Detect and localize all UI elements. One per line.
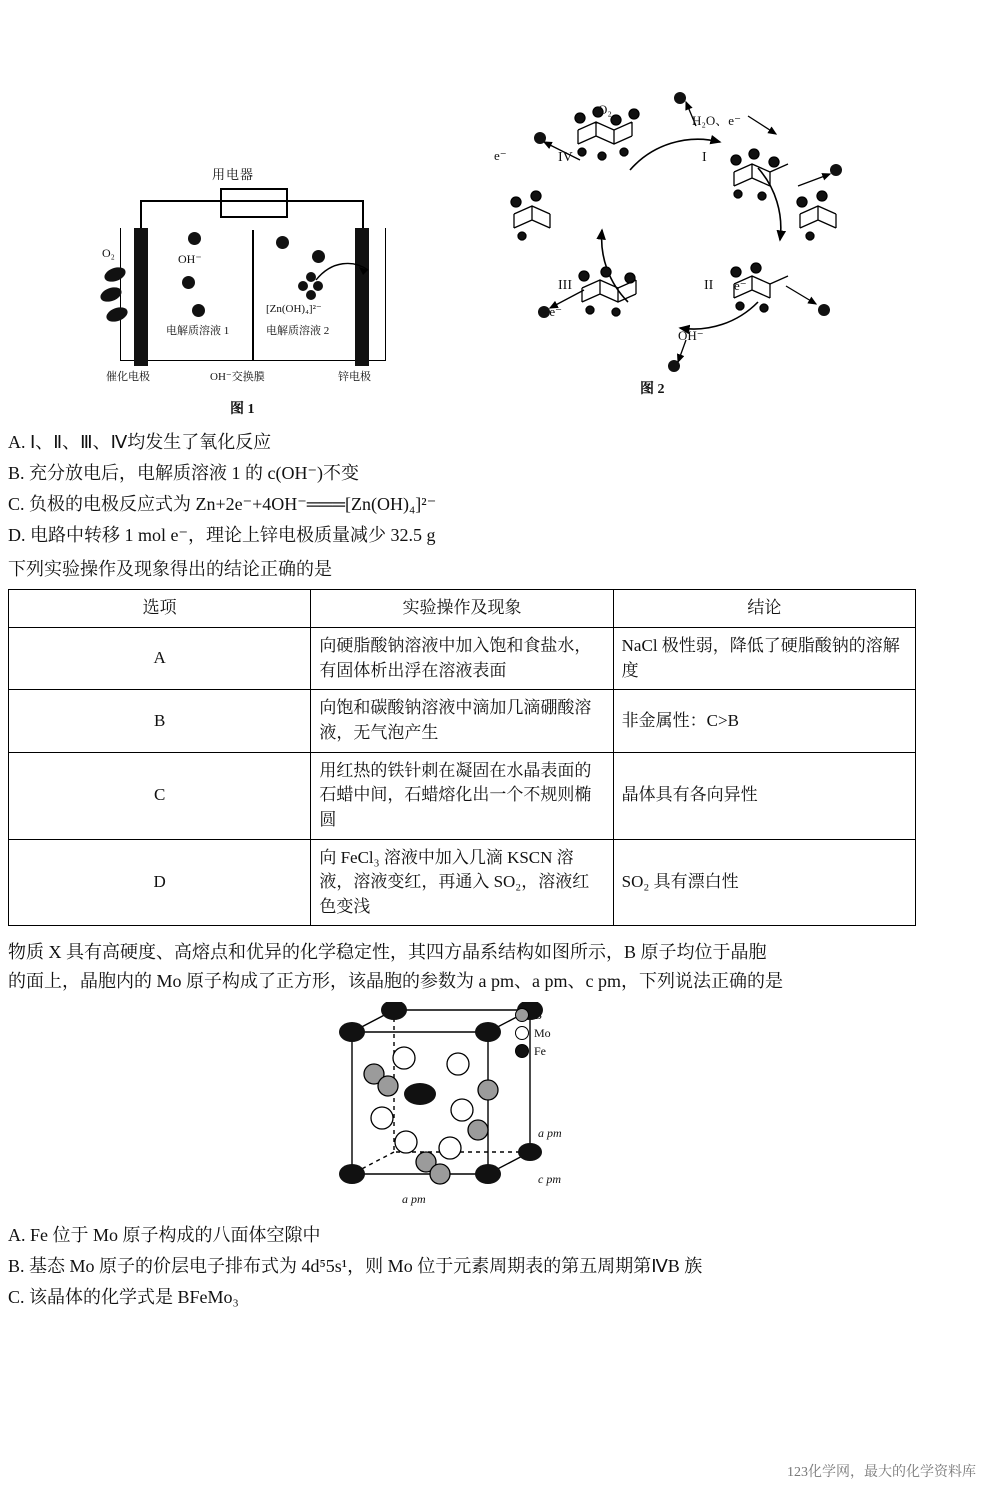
row-c-code: C [9, 752, 311, 839]
header-conclusion: 结论 [613, 590, 915, 628]
row-b-conclusion: 非金属性：C>B [613, 690, 915, 752]
legend-item-b [515, 1006, 551, 1024]
unit-cell-diagram [330, 1002, 630, 1212]
catalytic-electrode-bar [134, 228, 148, 366]
row-b-operation: 向饱和碳酸钠溶液中滴加几滴硼酸溶液，无气泡产生 [311, 690, 613, 752]
question-3-stem-line-2: 的面上，晶胞内的 Mo 原子构成了正方形，该晶胞的参数为 a pm、a pm、c pm，下列说法正确的是 [8, 971, 783, 992]
row-a-operation: 向硬脂酸钠溶液中加入饱和食盐水，有固体析出浮在溶液表面 [311, 628, 613, 690]
mo-atom-swatch-icon [515, 1026, 529, 1040]
oh-label-fig2: OH⁻ [678, 328, 704, 343]
axis-label-a-right: a pm [538, 1126, 562, 1141]
legend-label-fe: Fe [534, 1044, 546, 1059]
oh-dot-2 [182, 276, 195, 289]
table-row [9, 752, 916, 839]
electrolyte-1-label: 电解质溶液 1 [166, 325, 230, 337]
legend-item-fe [515, 1042, 551, 1060]
figure-2-caption: 图 2 [640, 382, 665, 397]
crystal-legend [515, 1006, 551, 1060]
ion-dot-4 [276, 236, 289, 249]
circuit-wire-left [140, 200, 142, 230]
header-option: 选项 [9, 590, 311, 628]
figure-1-caption: 图 1 [230, 402, 255, 417]
unit-cell-svg [330, 1002, 630, 1212]
legend-label-mo: Mo [534, 1026, 551, 1041]
complex-label: [Zn(OH)₄]²⁻ [266, 303, 322, 315]
capacitor-box [220, 188, 288, 218]
electron-label-right: e⁻ [734, 278, 747, 293]
catalytic-electrode-label: 催化电极 [106, 371, 150, 383]
h2o-e-label: H₂O、e⁻ [692, 113, 741, 128]
document-page [0, 90, 992, 1493]
question-3-options [0, 1221, 992, 1312]
question-2-stem: 下列实验操作及现象得出的结论正确的是 [8, 558, 332, 579]
o2-label-fig2: O₂ [598, 102, 612, 117]
q1-option-a: A. Ⅰ、Ⅱ、Ⅲ、Ⅳ均发生了氧化反应 [8, 432, 272, 452]
row-a-conclusion: NaCl 极性弱，降低了硬脂酸钠的溶解度 [613, 628, 915, 690]
row-d-code: D [9, 839, 311, 926]
q1-option-d: D. 电路中转移 1 mol e⁻，理论上锌电极质量减少 32.5 g [8, 525, 436, 546]
o2-label: O₂ [102, 246, 115, 260]
q3-option-a: A. Fe 位于 Mo 原子构成的八面体空隙中 [8, 1225, 321, 1246]
question-3-stem-line-1: 物质 X 具有高硬度、高熔点和优异的化学稳定性，其四方晶系结构如图所示，B 原子均位于晶胞 [8, 942, 767, 963]
q1-option-c: C. 负极的电极反应式为 Zn+2e⁻+4OH⁻═══[Zn(OH)₄]²⁻ [8, 494, 437, 515]
oh-label: OH⁻ [178, 252, 202, 266]
axis-label-a-bottom: a pm [402, 1192, 426, 1207]
question-1-options [0, 428, 992, 551]
legend-label-b: B [534, 1008, 543, 1023]
table-header-row [9, 590, 916, 628]
circuit-wire-top [140, 200, 364, 202]
row-a-code: A [9, 628, 311, 690]
b-atom-swatch-icon [515, 1008, 529, 1022]
water-electron-label: +e⁻ [542, 304, 562, 319]
capacitor-label: 用电器 [212, 167, 255, 182]
figures-region [0, 90, 992, 420]
axis-label-c-right: c pm [538, 1172, 561, 1187]
stage-I-label: I [702, 150, 707, 165]
table-row [9, 690, 916, 752]
crystal-figure-region [0, 1002, 992, 1217]
membrane-label: OH⁻交换膜 [210, 371, 265, 383]
legend-item-mo [515, 1024, 551, 1042]
row-d-conclusion: SO₂ 具有漂白性 [613, 839, 915, 926]
q1-option-b: B. 充分放电后，电解质溶液 1 的 c(OH⁻)不变 [8, 463, 359, 484]
stage-II-label: II [704, 278, 714, 293]
stage-IV-label: IV [558, 150, 573, 165]
oh-exchange-membrane [252, 230, 254, 360]
q3-option-c: C. 该晶体的化学式是 BFeMo₃ [8, 1287, 239, 1308]
electrolyte-2-label: 电解质溶液 2 [266, 325, 330, 337]
experiment-conclusion-table [8, 589, 916, 926]
zinc-electrode-bar [355, 228, 369, 366]
zinc-electrode-label: 锌电极 [338, 371, 371, 383]
zinc-dissolution-arrow [314, 258, 374, 292]
figure-2-catalytic-cycle [480, 90, 900, 410]
fe-atom-swatch-icon [515, 1044, 529, 1058]
electron-label-left: e⁻ [494, 148, 507, 163]
table-row [9, 628, 916, 690]
q3-option-b: B. 基态 Mo 原子的价层电子排布式为 4d⁵5s¹，则 Mo 位于元素周期表的第五周期第ⅣB 族 [8, 1256, 703, 1277]
oh-dot-1 [188, 232, 201, 245]
table-row [9, 839, 916, 926]
row-b-code: B [9, 690, 311, 752]
row-c-operation: 用红热的铁针刺在凝固在水晶表面的石蜡中间，石蜡熔化出一个不规则椭圆 [311, 752, 613, 839]
header-operation: 实验操作及现象 [311, 590, 613, 628]
circuit-wire-right [362, 200, 364, 230]
row-c-conclusion: 晶体具有各向异性 [613, 752, 915, 839]
figure-1-electrolysis-cell [100, 140, 440, 430]
stage-III-label: III [558, 278, 572, 293]
cycle-diagram-svg [480, 90, 900, 390]
watermark: 123化学网，最大的化学资料库 [787, 1465, 976, 1480]
row-d-operation: 向 FeCl₃ 溶液中加入几滴 KSCN 溶液，溶液变红，再通入 SO₂，溶液红色变浅 [311, 839, 613, 926]
oh-dot-3 [192, 304, 205, 317]
